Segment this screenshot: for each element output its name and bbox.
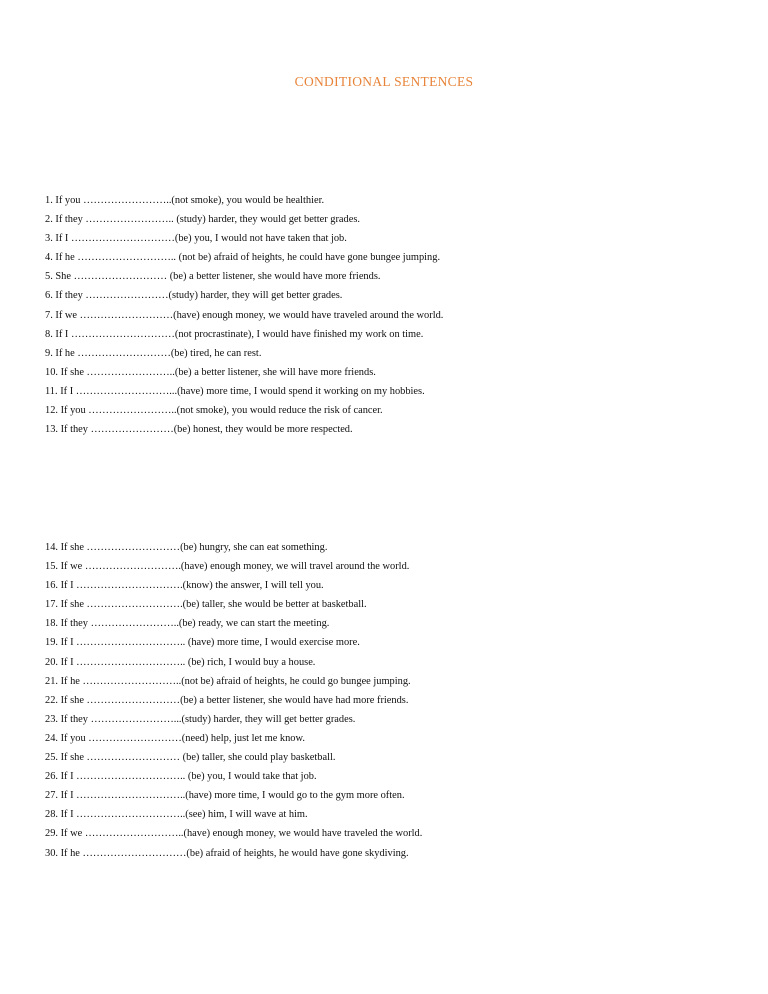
exercise-item: 19. If I ………………………….. (have) more time, I would exercise more. [45,637,360,649]
exercise-item: 28. If I …………………………..(see) him, I will wave at him. [45,809,308,821]
exercise-item: 15. If we ……………………….(have) enough money, we will travel around the world. [45,561,410,573]
exercise-item: 27. If I …………………………..(have) more time, I would go to the gym more often. [45,790,405,802]
exercise-item: 3. If I …………………………(be) you, I would not have taken that job. [45,233,347,245]
exercise-item: 14. If she ………………………(be) hungry, she can eat something. [45,542,328,553]
exercise-item: 24. If you ………………………(need) help, just let me know. [45,732,305,744]
exercise-item: 6. If they ……………………(study) harder, they will get better grades. [45,290,343,302]
exercise-item: 8. If I …………………………(not procrastinate), I would have finished my work on time. [45,328,424,340]
exercise-item: 9. If he ………………………(be) tired, he can rest. [45,347,262,359]
exercise-list-2 [45,538,422,863]
exercise-item: 4. If he ……………………….. (not be) afraid of heights, he could have gone bungee jumping. [45,252,441,264]
exercise-item: 22. If she ………………………(be) a better listener, she would have had more friends. [45,694,409,706]
exercise-item: 17. If she ……………………….(be) taller, she would be better at basketball. [45,599,367,611]
page-title: CONDITIONAL SENTENCES [294,74,474,89]
exercise-list-1 [45,191,443,439]
exercise-item: 10. If she ……………………..(be) a better listener, she will have more friends. [45,366,376,378]
exercise-item: 29. If we ………………………..(have) enough money, we would have traveled the world. [45,828,423,840]
exercise-item: 16. If I ………………………….(know) the answer, I will tell you. [45,580,324,592]
exercise-item: 30. If he …………………………(be) afraid of heights, he would have gone skydiving. [45,847,409,859]
exercise-item: 11. If I ………………………...(have) more time, I would spend it working on my hobbies. [45,385,425,397]
exercise-item: 5. She ……………………… (be) a better listener, she would have more friends. [45,271,381,283]
exercise-item: 21. If he ………………………..(not be) afraid of heights, he could go bungee jumping. [45,675,411,687]
exercise-item: 13. If they ……………………(be) honest, they would be more respected. [45,424,353,436]
exercise-item: 18. If they ……………………..(be) ready, we can start the meeting. [45,618,330,630]
exercise-item: 25. If she ……………………… (be) taller, she could play basketball. [45,752,336,764]
exercise-item: 1. If you ……………………..(not smoke), you would be healthier. [45,195,325,206]
exercise-item: 2. If they …………………….. (study) harder, they would get better grades. [45,214,360,226]
exercise-item: 12. If you ……………………..(not smoke), you would reduce the risk of cancer. [45,405,383,417]
exercise-item: 23. If they ……………………...(study) harder, they will get better grades. [45,713,356,725]
exercise-item: 7. If we ………………………(have) enough money, we would have traveled around the world. [45,309,444,321]
exercise-item: 26. If I ………………………….. (be) you, I would take that job. [45,771,317,783]
exercise-item: 20. If I ………………………….. (be) rich, I would buy a house. [45,656,316,668]
